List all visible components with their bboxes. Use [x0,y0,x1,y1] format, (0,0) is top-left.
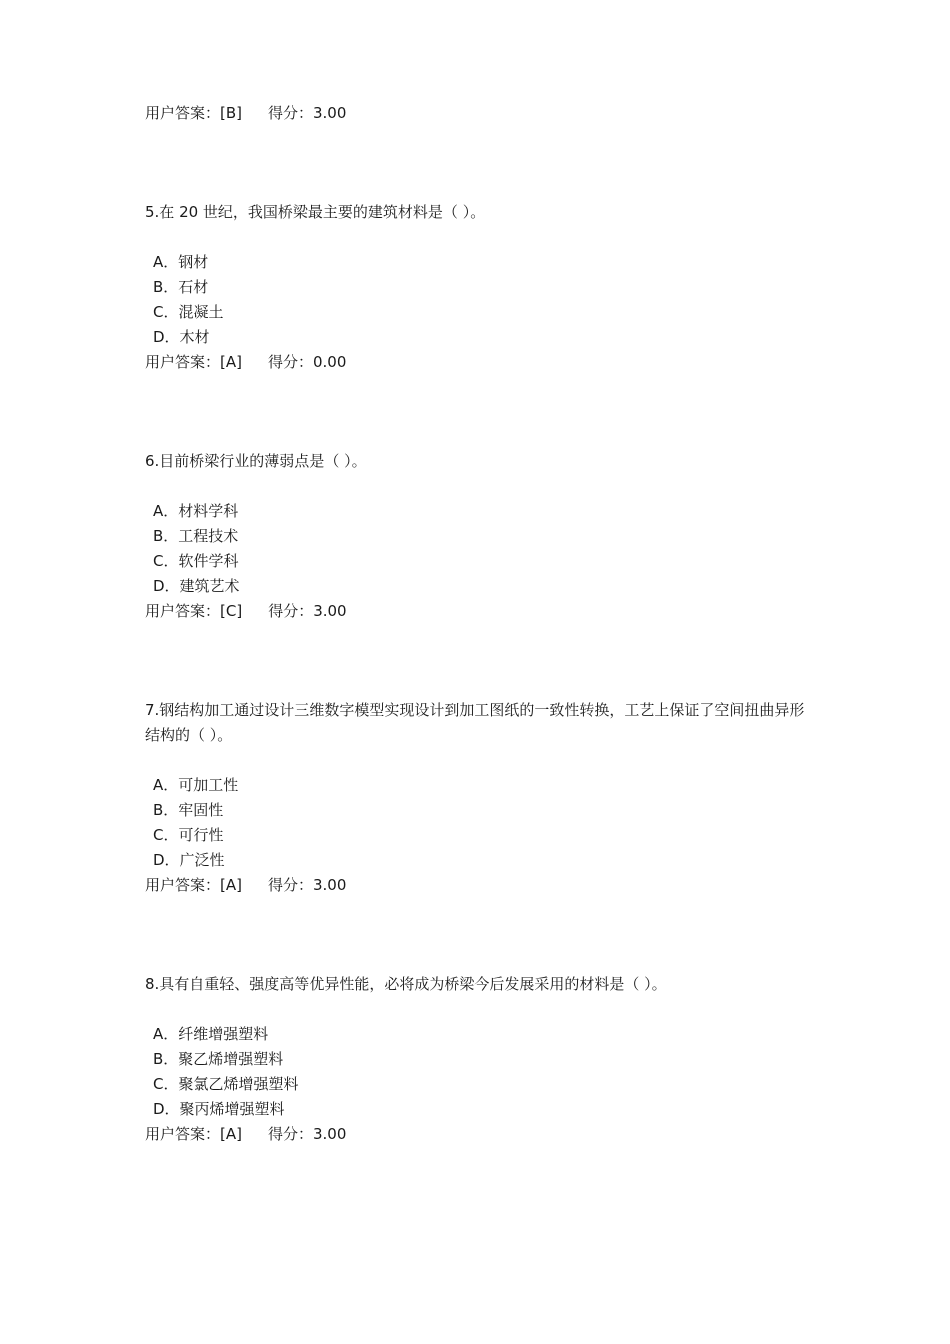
user-answer: 用户答案：[C] [145,602,243,620]
option-a: A．可加工性 [153,776,239,794]
option-c: C．聚氯乙烯增强塑料 [153,1075,299,1093]
option-c: C．软件学科 [153,552,239,570]
user-answer: 用户答案：[A] [145,1125,242,1143]
score: 得分：3.00 [268,602,347,620]
question-stem: 5.在 20 世纪，我国桥梁最主要的建筑材料是（ ）。 [145,203,486,221]
score: 得分：3.00 [268,104,347,122]
answer-line [145,1124,346,1144]
option-d: D．木材 [153,328,210,346]
option-c: C．混凝土 [153,303,224,321]
option-b: B．石材 [153,278,209,296]
question-stem: 6.目前桥梁行业的薄弱点是（ ）。 [145,452,367,470]
option-b: B．牢固性 [153,801,224,819]
question-stem: 8.具有自重轻、强度高等优异性能，必将成为桥梁今后发展采用的材料是（ ）。 [145,975,667,993]
option-a: A．钢材 [153,253,209,271]
answer-line [145,875,346,895]
option-a: A．纤维增强塑料 [153,1025,269,1043]
option-b: B．工程技术 [153,527,239,545]
user-answer: 用户答案：[A] [145,353,242,371]
option-c: C．可行性 [153,826,224,844]
answer-line [145,352,346,372]
score: 得分：3.00 [267,1125,347,1143]
option-d: D．聚丙烯增强塑料 [153,1100,285,1118]
prior-answer-line [145,103,346,123]
user-answer: 用户答案：[B] [145,104,242,122]
user-answer: 用户答案：[A] [145,876,242,894]
option-d: D．广泛性 [153,851,225,869]
score: 得分：0.00 [267,353,347,371]
score: 得分：3.00 [267,876,347,894]
question-stem: 7.钢结构加工通过设计三维数字模型实现设计到加工图纸的一致性转换，工艺上保证了空间扭曲异形结构的（ ）。 [145,701,805,744]
answer-line [145,601,347,621]
document-page [145,0,825,1344]
option-a: A．材料学科 [153,502,239,520]
option-b: B．聚乙烯增强塑料 [153,1050,284,1068]
option-d: D．建筑艺术 [153,577,240,595]
